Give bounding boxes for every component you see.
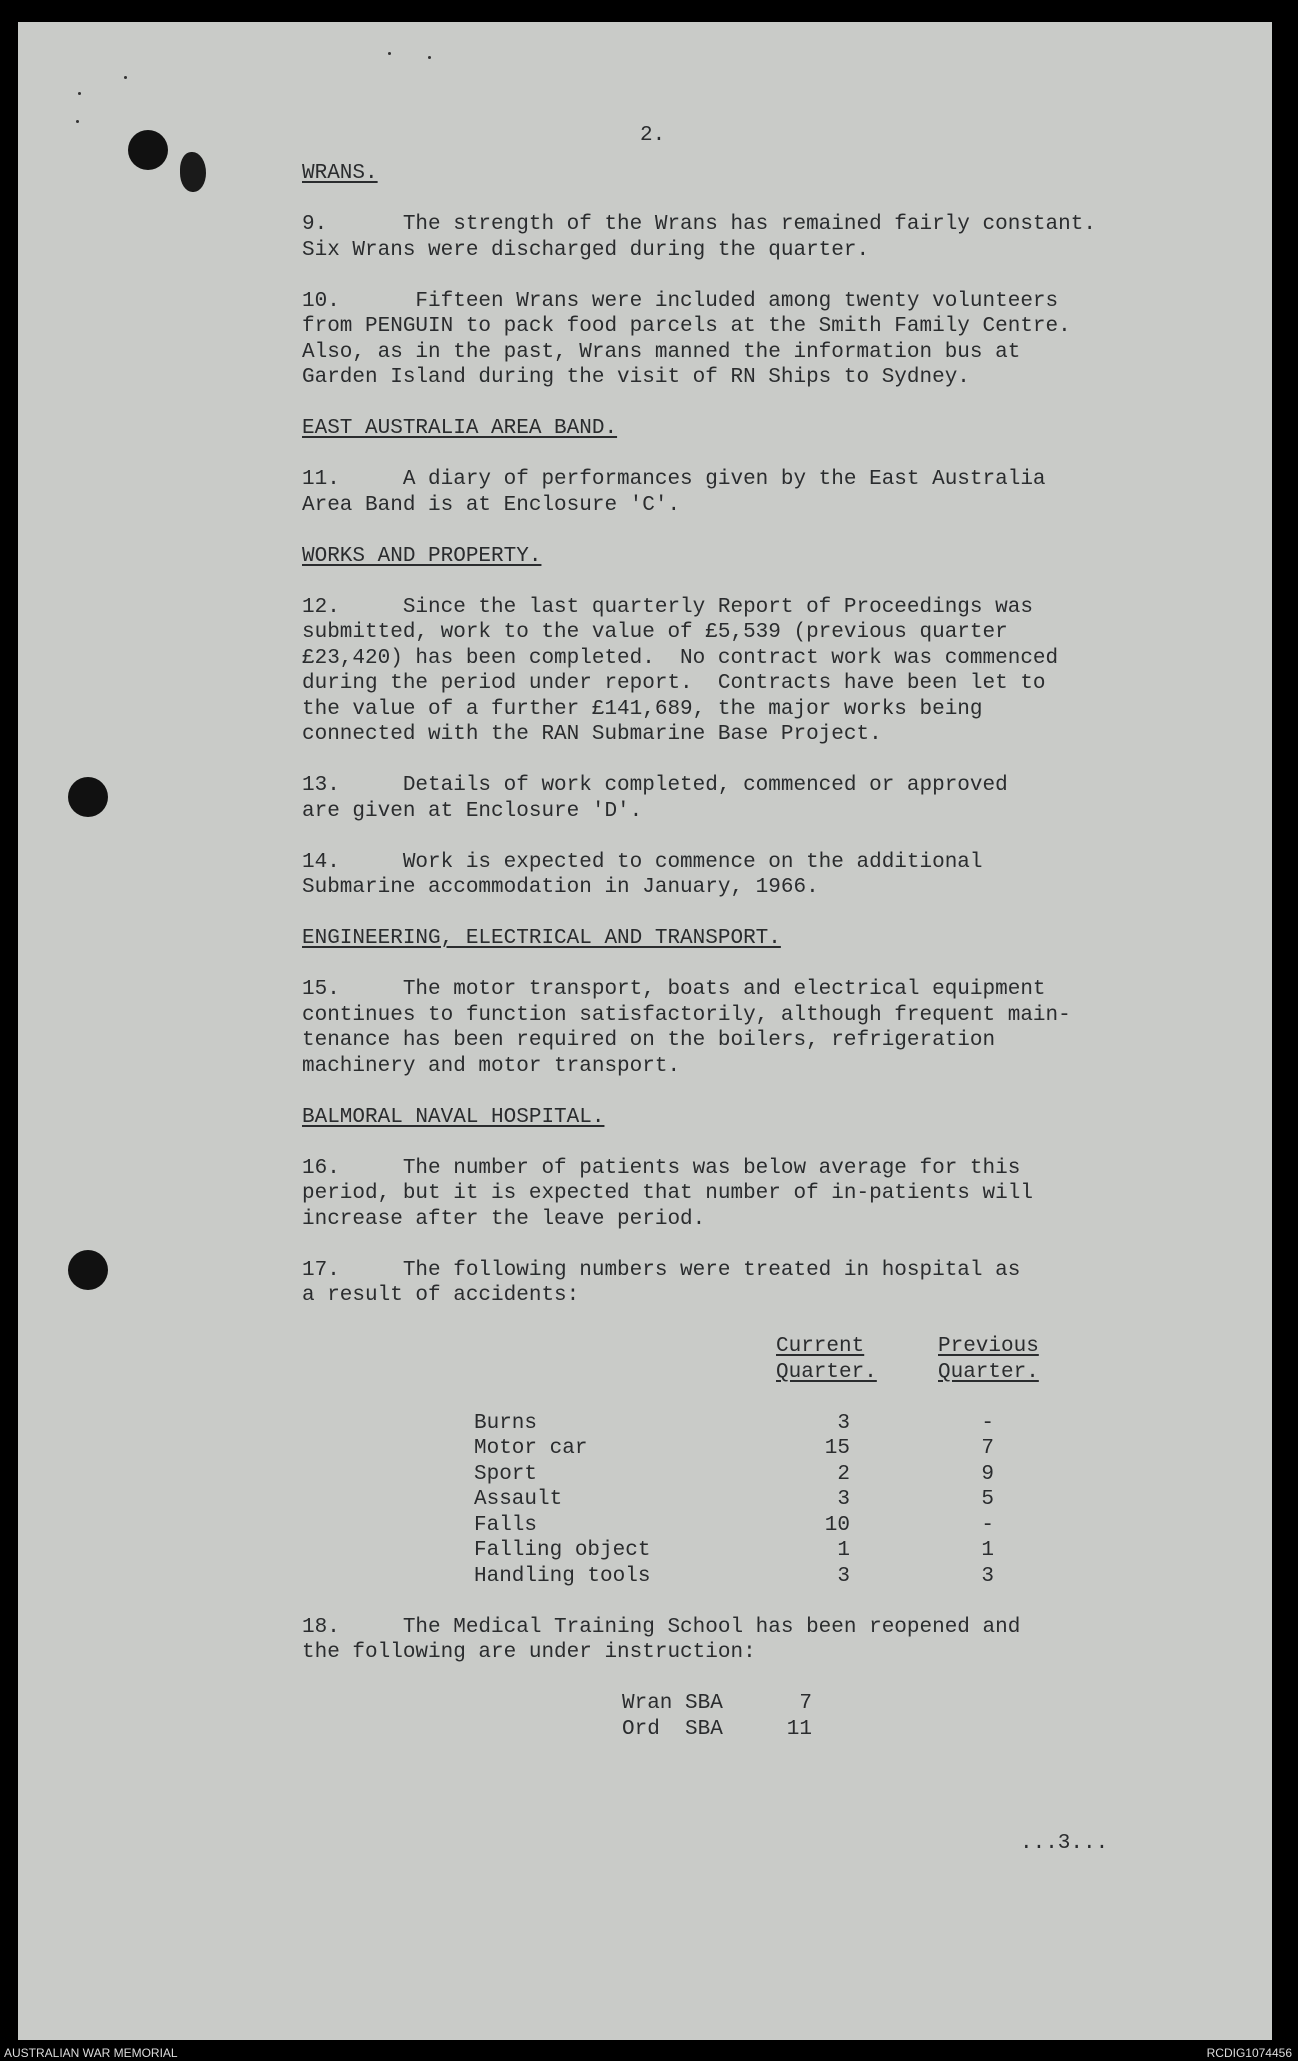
punch-hole-top xyxy=(128,130,168,170)
paragraph-line: Also, as in the past, Wrans manned the information bus at xyxy=(302,340,1021,364)
paragraph-line: connected with the RAN Submarine Base Project. xyxy=(302,723,882,746)
current-value: 10 xyxy=(824,1513,850,1537)
paragraph-line: the following are under instruction: xyxy=(302,1641,756,1664)
current-value: 3 xyxy=(837,1488,850,1511)
paragraph-line: submitted, work to the value of £5,539 (previous quarter xyxy=(302,621,1008,644)
current-value: 2 xyxy=(837,1462,850,1486)
section-heading: BALMORAL NAVAL HOSPITAL. xyxy=(302,1105,605,1129)
previous-value: 1 xyxy=(981,1539,994,1562)
section-heading: ENGINEERING, ELECTRICAL AND TRANSPORT. xyxy=(302,927,781,950)
table-row xyxy=(302,1513,1162,1539)
paragraph-line: 18. The Medical Training School has been reopened and xyxy=(302,1615,1021,1639)
paragraph-line: during the period under report. Contracts have been let to xyxy=(302,672,1046,695)
paragraph-line: increase after the leave period. xyxy=(302,1207,706,1231)
paragraph-line: Area Band is at Enclosure 'C'. xyxy=(302,493,681,517)
table-header-row xyxy=(302,1360,1162,1386)
section-heading: WORKS AND PROPERTY. xyxy=(302,544,542,568)
paragraph-line: continues to function satisfactorily, although frequent main- xyxy=(302,1003,1071,1027)
paragraph-line: the value of a further £141,689, the major works being xyxy=(302,697,983,721)
training-value: 11 xyxy=(786,1717,812,1741)
current-value: 15 xyxy=(824,1437,850,1460)
previous-value: - xyxy=(981,1411,994,1435)
current-value: 3 xyxy=(837,1411,850,1435)
current-quarter-header: Quarter. xyxy=(776,1360,877,1384)
paragraph-line: 13. Details of work completed, commenced or approved xyxy=(302,774,1008,797)
paragraph-line: Submarine accommodation in January, 1966. xyxy=(302,876,819,899)
section-heading: WRANS. xyxy=(302,162,378,185)
previous-value: 5 xyxy=(981,1488,994,1511)
previous-value: - xyxy=(981,1513,994,1537)
table-row xyxy=(302,1487,1162,1513)
previous-value: 9 xyxy=(981,1462,994,1486)
paragraph-line: 11. A diary of performances given by the East Australia xyxy=(302,468,1046,491)
paragraph-line: 9. The strength of the Wrans has remained fairly constant. xyxy=(302,213,1096,236)
punch-hole-lower xyxy=(68,1250,108,1290)
current-value: 1 xyxy=(837,1539,850,1562)
table-row xyxy=(302,1564,1162,1590)
row-label: Handling tools xyxy=(474,1564,651,1588)
previous-value: 7 xyxy=(981,1437,994,1460)
row-label: Falls xyxy=(474,1513,538,1537)
training-value: 7 xyxy=(799,1692,812,1715)
table-header-row xyxy=(302,1334,1162,1360)
paragraph-line: period, but it is expected that number of in-patients will xyxy=(302,1182,1033,1205)
training-label: Ord SBA xyxy=(622,1717,723,1741)
footer-id: RCDIG1074456 xyxy=(1206,2046,1292,2060)
paragraph-line: from PENGUIN to pack food parcels at the Smith Family Centre. xyxy=(302,315,1071,338)
row-label: Motor car xyxy=(474,1437,588,1460)
paragraph-line: Garden Island during the visit of RN Ships to Sydney. xyxy=(302,366,970,389)
footer-institution: AUSTRALIAN WAR MEMORIAL xyxy=(4,2046,178,2060)
previous-quarter-header: Previous xyxy=(938,1335,1039,1358)
document-body xyxy=(302,110,1162,1742)
page-number: 2. xyxy=(640,124,666,147)
paragraph-line: are given at Enclosure 'D'. xyxy=(302,799,643,823)
row-label: Assault xyxy=(474,1488,563,1511)
table-row xyxy=(302,1411,1162,1437)
paragraph-line: 15. The motor transport, boats and electrical equipment xyxy=(302,978,1046,1001)
paragraph-line: a result of accidents: xyxy=(302,1284,580,1307)
training-row xyxy=(302,1717,1162,1743)
paragraph-line: 14. Work is expected to commence on the additional xyxy=(302,850,983,874)
punch-hole-middle xyxy=(68,777,108,817)
torn-hole-top xyxy=(180,152,206,192)
table-row xyxy=(302,1436,1162,1462)
paragraph-line: £23,420) has been completed. No contract work was commenced xyxy=(302,646,1059,670)
current-quarter-header: Current xyxy=(776,1335,865,1358)
paragraph-line: tenance has been required on the boilers, refrigeration xyxy=(302,1029,996,1052)
training-row xyxy=(302,1691,1162,1717)
section-heading: EAST AUSTRALIA AREA BAND. xyxy=(302,417,618,440)
paragraph-line: 12. Since the last quarterly Report of Proceedings was xyxy=(302,595,1033,619)
row-label: Sport xyxy=(474,1462,538,1486)
current-value: 3 xyxy=(837,1564,850,1588)
paragraph-line: Six Wrans were discharged during the quarter. xyxy=(302,238,870,262)
footer-bar xyxy=(0,2044,1298,2061)
table-row xyxy=(302,1462,1162,1488)
continuation-marker: ...3... xyxy=(1020,1832,1109,1855)
previous-quarter-header: Quarter. xyxy=(938,1360,1039,1384)
table-row xyxy=(302,1538,1162,1564)
paragraph-line: 10. Fifteen Wrans were included among twenty volunteers xyxy=(302,289,1059,313)
row-label: Falling object xyxy=(474,1539,651,1562)
row-label: Burns xyxy=(474,1411,538,1435)
previous-value: 3 xyxy=(981,1564,994,1588)
paragraph-line: machinery and motor transport. xyxy=(302,1054,681,1078)
training-label: Wran SBA xyxy=(622,1692,723,1715)
paragraph-line: 17. The following numbers were treated in hospital as xyxy=(302,1258,1021,1282)
paragraph-line: 16. The number of patients was below average for this xyxy=(302,1156,1021,1180)
